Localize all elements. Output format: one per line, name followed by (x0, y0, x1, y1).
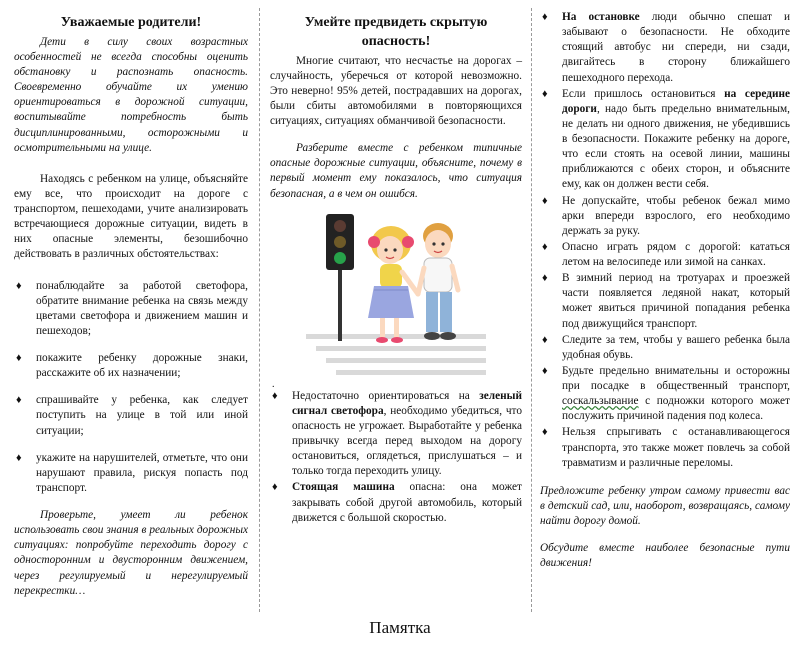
boy-figure (418, 223, 458, 340)
list-item: ♦ укажите на нарушителей, отметьте, что они нарушают правила, рискуя попасть под транспорт. (16, 451, 248, 494)
diamond-bullet-icon: ♦ (542, 272, 548, 285)
column-divider (531, 8, 532, 612)
situations-closing-note: Обсудите вместе наиболее безопасные пути движения! (540, 542, 790, 570)
column-parents (8, 12, 254, 612)
list-item: ♦ Будьте предельно внимательны и осторожны при посадке в общественный транспорт, соскальзывание с подножки которого может послужить причиной падения под колеса. (542, 364, 790, 423)
diamond-bullet-icon: ♦ (542, 194, 548, 207)
girl-figure (368, 226, 418, 343)
parents-bullet-list (14, 279, 248, 497)
list-item: ♦ На остановке люди обычно спешат и забывают о безопасности. Не обходите стоящий автобус ни спереди, ни сзади, двигайтесь в сторону ближайшего пешеходного перехода. (542, 11, 790, 84)
parents-title: Уважаемые родители! (60, 15, 202, 30)
situations-italic-paragraph: Предложите ребенку утром самому привести вас в детский сад, или, наоборот, возвращаясь, самому найти дорогу домой. (540, 484, 790, 527)
children-crossing-illustration (296, 206, 496, 381)
list-item: ♦ Недостаточно ориентироваться на зеленый сигнал светофора, необходимо убедиться, что опасность не угрожает. Выработайте у ребенка привычку всегда перед выходом на дорогу остановиться, оглядеться, прислушаться – и только тогда переходить улицу. (272, 389, 522, 478)
hidden-danger-italic-paragraph: Разберите вместе с ребенком типичные опасные дорожные ситуации, объясните, почему в первый момент ему показалось, что ситуация безопасная, а в чем он ошибся. (270, 142, 522, 200)
hidden-danger-paragraph: Многие считают, что несчастье на дорогах – случайность, уберечься от которой невозможно. Это неверно! 95% детей, пострадавших на дорогах, были сбиты автомобилями в повторяющихся ситуациях, ситуациях обманчивой безопасности. (270, 54, 522, 127)
diamond-bullet-icon: ♦ (542, 426, 548, 439)
diamond-bullet-icon: ♦ (542, 333, 548, 346)
list-item: ♦ понаблюдайте за работой светофора, обратите внимание ребенка на связь между цветами светофора и движением машин и пешеходов; (16, 279, 248, 337)
parents-paragraph: Находясь с ребенком на улице, объясняйте ему все, что происходит на дороге с транспортом, пешеходами, учите анализировать встречающиеся дорожные ситуации, видеть в них опасные элементы, безошибочно действовать в различных обстоятельствах: (14, 172, 248, 261)
hidden-danger-bullet-list (270, 389, 522, 526)
column-hidden-danger (264, 12, 528, 612)
list-item: ♦ Опасно играть рядом с дорогой: кататься летом на велосипеде или зимой на санках. (542, 240, 790, 268)
diamond-bullet-icon: ♦ (542, 87, 548, 100)
list-item: ♦ Не допускайте, чтобы ребенок бежал мимо арки впереди взрослого, его необходимо держать за руку. (542, 194, 790, 237)
column-situations (536, 10, 794, 612)
diamond-bullet-icon: ♦ (16, 279, 22, 292)
situations-bullet-list (540, 10, 790, 471)
diamond-bullet-icon: ♦ (272, 389, 278, 402)
page-footer-title: Памятка (369, 618, 431, 637)
list-item: ♦ Стоящая машина опасна: она может закрывать собой другой автомобиль, который движется с большой скоростью. (272, 481, 522, 524)
diamond-bullet-icon: ♦ (16, 451, 22, 464)
list-item: ♦ покажите ребенку дорожные знаки, расскажите об их назначении; (16, 352, 248, 380)
parents-outro: Проверьте, умеет ли ребенок использовать свои знания в реальных дорожных ситуациях: попробуйте переходить дорогу с односторонним и двусторонним движением, через регулируемый и нерегулируемый перекрестки… (14, 509, 248, 597)
list-item: ♦ В зимний период на тротуарах и проезжей части появляется ледяной накат, который может явиться причиной попадания ребенка под движущийся транспорт. (542, 272, 790, 330)
diamond-bullet-icon: ♦ (272, 481, 278, 494)
parents-intro: Дети в силу своих возрастных особенностей не всегда способны оценить обстановку и распознать опасность. Своевременно обучайте их умению ориентироваться в дорожной ситуации, воспитывайте потребность быть дисциплинированными, осторожными и осмотрительными на улице. (14, 35, 248, 154)
diamond-bullet-icon: ♦ (16, 352, 22, 364)
diamond-bullet-icon: ♦ (542, 364, 548, 377)
traffic-light-icon (326, 214, 354, 341)
list-item: ♦ Нельзя спрыгивать с останавливающегося транспорта, это также может повлечь за собой травматизм и различные переломы. (542, 426, 790, 469)
diamond-bullet-icon: ♦ (542, 11, 548, 23)
diamond-bullet-icon: ♦ (542, 240, 548, 253)
list-item: ♦ Если пришлось остановиться на середине дороги, надо быть предельно внимательным, не делать ни одного движения, не убедившись в безопасности. Покажите ребенку на дороге, что если стоять на осевой линии, машины приближаются с обеих сторон, и объясните ему, как он должен вести себя. (542, 87, 790, 191)
stray-dot: . (272, 378, 275, 390)
hidden-danger-title: Умейте предвидеть скрытую опасность! (304, 15, 488, 49)
list-item: ♦ спрашивайте у ребенка, как следует поступить на улице в той или иной ситуации; (16, 394, 248, 437)
list-item: ♦ Следите за тем, чтобы у вашего ребенка была удобная обувь. (542, 333, 790, 361)
column-divider (259, 8, 260, 612)
diamond-bullet-icon: ♦ (16, 394, 22, 407)
